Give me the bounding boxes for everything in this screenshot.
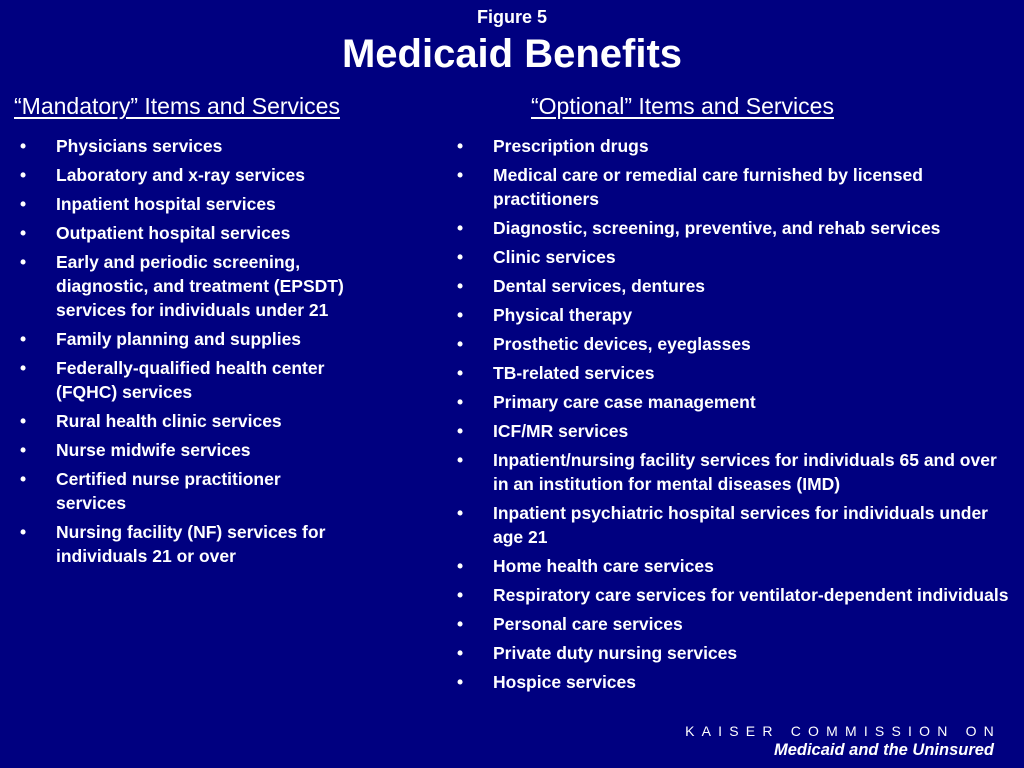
- list-item-text: Medical care or remedial care furnished by licensed practitioners: [493, 165, 923, 209]
- bullet-icon: •: [457, 392, 464, 412]
- list-item: [451, 641, 1011, 665]
- bullet-icon: •: [20, 165, 27, 185]
- footer-logo: [685, 722, 1001, 760]
- list-item-text: Inpatient psychiatric hospital services for individuals under age 21: [493, 503, 988, 547]
- bullet-icon: •: [457, 276, 464, 296]
- bullet-icon: •: [457, 305, 464, 325]
- list-item: [451, 274, 1011, 298]
- list-item: [14, 520, 344, 568]
- bullet-icon: •: [457, 643, 464, 663]
- list-item-text: Personal care services: [493, 614, 683, 634]
- bullet-icon: •: [20, 252, 27, 272]
- list-item: [451, 245, 1011, 269]
- mandatory-list: [14, 134, 344, 573]
- list-item-text: Certified nurse practitioner services: [56, 469, 281, 513]
- list-item-text: Federally-qualified health center (FQHC) services: [56, 358, 325, 402]
- list-item-text: Laboratory and x-ray services: [56, 165, 306, 185]
- list-item: [451, 583, 1011, 607]
- list-item-text: Family planning and supplies: [56, 329, 302, 349]
- list-item-text: Respiratory care services for ventilator-dependent individuals: [493, 585, 1009, 605]
- list-item: [14, 467, 344, 515]
- list-item: [14, 356, 344, 404]
- bullet-icon: •: [457, 363, 464, 383]
- list-item-text: Home health care services: [493, 556, 714, 576]
- page-title: Medicaid Benefits: [341, 32, 683, 76]
- list-item: [451, 448, 1011, 496]
- list-item-text: Nurse midwife services: [56, 440, 251, 460]
- list-item-text: Private duty nursing services: [493, 643, 738, 663]
- list-item-text: Inpatient hospital services: [56, 194, 276, 214]
- bullet-icon: •: [457, 218, 464, 238]
- bullet-icon: •: [20, 194, 27, 214]
- list-item-text: Diagnostic, screening, preventive, and rehab services: [493, 218, 941, 238]
- list-item-text: Nursing facility (NF) services for individuals 21 or over: [56, 522, 326, 566]
- list-item-text: Outpatient hospital services: [56, 223, 291, 243]
- bullet-icon: •: [20, 136, 27, 156]
- list-item: [451, 390, 1011, 414]
- list-item-text: Dental services, dentures: [493, 276, 706, 296]
- list-item: [451, 163, 1011, 211]
- list-item: [14, 163, 344, 187]
- bullet-icon: •: [457, 165, 464, 185]
- list-item-text: Rural health clinic services: [56, 411, 282, 431]
- list-item: [451, 670, 1011, 694]
- list-item: [451, 303, 1011, 327]
- optional-heading: “Optional” Items and Services: [531, 93, 834, 119]
- figure-label: Figure 5: [476, 7, 547, 27]
- list-item-text: Early and periodic screening, diagnostic, and treatment (EPSDT) services for individuals under 21: [56, 252, 344, 320]
- list-item: [14, 438, 344, 462]
- list-item-text: Clinic services: [493, 247, 616, 267]
- footer-commission: KAISER COMMISSION ON: [685, 723, 1001, 739]
- list-item-text: Prosthetic devices, eyeglasses: [493, 334, 751, 354]
- list-item: [451, 501, 1011, 549]
- bullet-icon: •: [457, 421, 464, 441]
- list-item-text: TB-related services: [493, 363, 655, 383]
- bullet-icon: •: [20, 411, 27, 431]
- bullet-icon: •: [20, 440, 27, 460]
- list-item: [451, 554, 1011, 578]
- optional-list: [451, 134, 1011, 699]
- list-item: [14, 327, 344, 351]
- list-item: [451, 361, 1011, 385]
- list-item-text: Physical therapy: [493, 305, 633, 325]
- list-item: [451, 216, 1011, 240]
- list-item-text: ICF/MR services: [493, 421, 629, 441]
- bullet-icon: •: [457, 503, 464, 523]
- bullet-icon: •: [457, 450, 464, 470]
- bullet-icon: •: [457, 585, 464, 605]
- bullet-icon: •: [457, 614, 464, 634]
- bullet-icon: •: [457, 136, 464, 156]
- list-item: [451, 332, 1011, 356]
- bullet-icon: •: [20, 358, 27, 378]
- footer-subtitle: Medicaid and the Uninsured: [773, 741, 994, 759]
- list-item: [14, 134, 344, 158]
- list-item: [14, 221, 344, 245]
- list-item: [14, 409, 344, 433]
- list-item: [14, 192, 344, 216]
- bullet-icon: •: [457, 556, 464, 576]
- bullet-icon: •: [457, 672, 464, 692]
- bullet-icon: •: [20, 223, 27, 243]
- list-item: [451, 612, 1011, 636]
- bullet-icon: •: [20, 522, 27, 542]
- bullet-icon: •: [20, 469, 27, 489]
- bullet-icon: •: [20, 329, 27, 349]
- bullet-icon: •: [457, 247, 464, 267]
- bullet-icon: •: [457, 334, 464, 354]
- list-item-text: Inpatient/nursing facility services for individuals 65 and over in an institution for mental diseases (IMD): [493, 450, 997, 494]
- mandatory-heading: “Mandatory” Items and Services: [14, 93, 340, 119]
- list-item: [14, 250, 344, 322]
- list-item-text: Physicians services: [56, 136, 223, 156]
- list-item: [451, 419, 1011, 443]
- list-item-text: Prescription drugs: [493, 136, 649, 156]
- list-item-text: Primary care case management: [493, 392, 756, 412]
- list-item: [451, 134, 1011, 158]
- list-item-text: Hospice services: [493, 672, 637, 692]
